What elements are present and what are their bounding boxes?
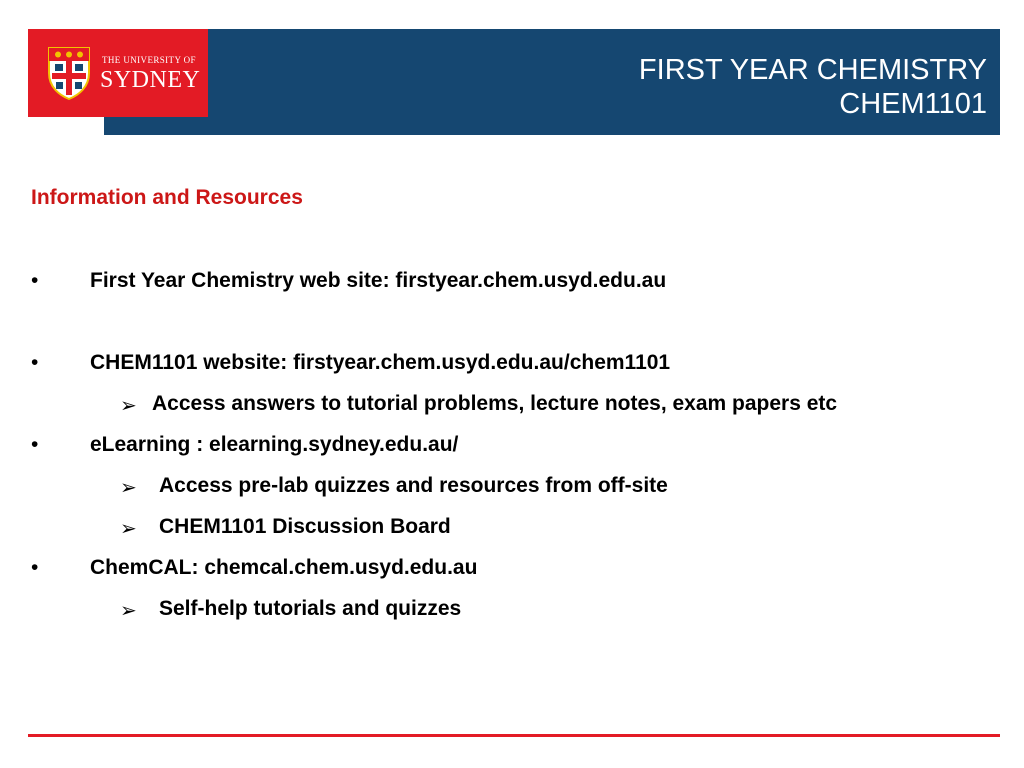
bullet-icon: • [31, 556, 39, 579]
bullet-icon: • [31, 433, 39, 456]
sub-list-item: Self-help tutorials and quizzes [159, 597, 462, 620]
university-crest-icon [46, 45, 92, 101]
list-item: CHEM1101 website: firstyear.chem.usyd.edu.au/chem1101 [90, 351, 671, 374]
bullet-icon: • [31, 269, 39, 292]
slide-subtitle: CHEM1101 [839, 88, 987, 120]
arrow-bullet-icon: ➢ [120, 395, 137, 417]
logo-big-text: SYDNEY [100, 67, 201, 93]
slide-title: FIRST YEAR CHEMISTRY [638, 54, 987, 86]
list-item: ChemCAL: chemcal.chem.usyd.edu.au [90, 556, 478, 579]
arrow-bullet-icon: ➢ [120, 600, 137, 622]
sub-list-item: Access pre-lab quizzes and resources from off-site [159, 474, 668, 497]
footer-divider [28, 734, 1000, 737]
sub-list-item: Access answers to tutorial problems, lecture notes, exam papers etc [152, 392, 838, 415]
section-heading: Information and Resources [31, 186, 303, 209]
logo-small-text: THE UNIVERSITY OF [102, 55, 196, 65]
arrow-bullet-icon: ➢ [120, 477, 137, 499]
bullet-icon: • [31, 351, 39, 374]
list-item: eLearning : elearning.sydney.edu.au/ [90, 433, 459, 456]
list-item: First Year Chemistry web site: firstyear.chem.usyd.edu.au [90, 269, 667, 292]
arrow-bullet-icon: ➢ [120, 518, 137, 540]
sub-list-item: CHEM1101 Discussion Board [159, 515, 451, 538]
university-logo [28, 29, 208, 117]
